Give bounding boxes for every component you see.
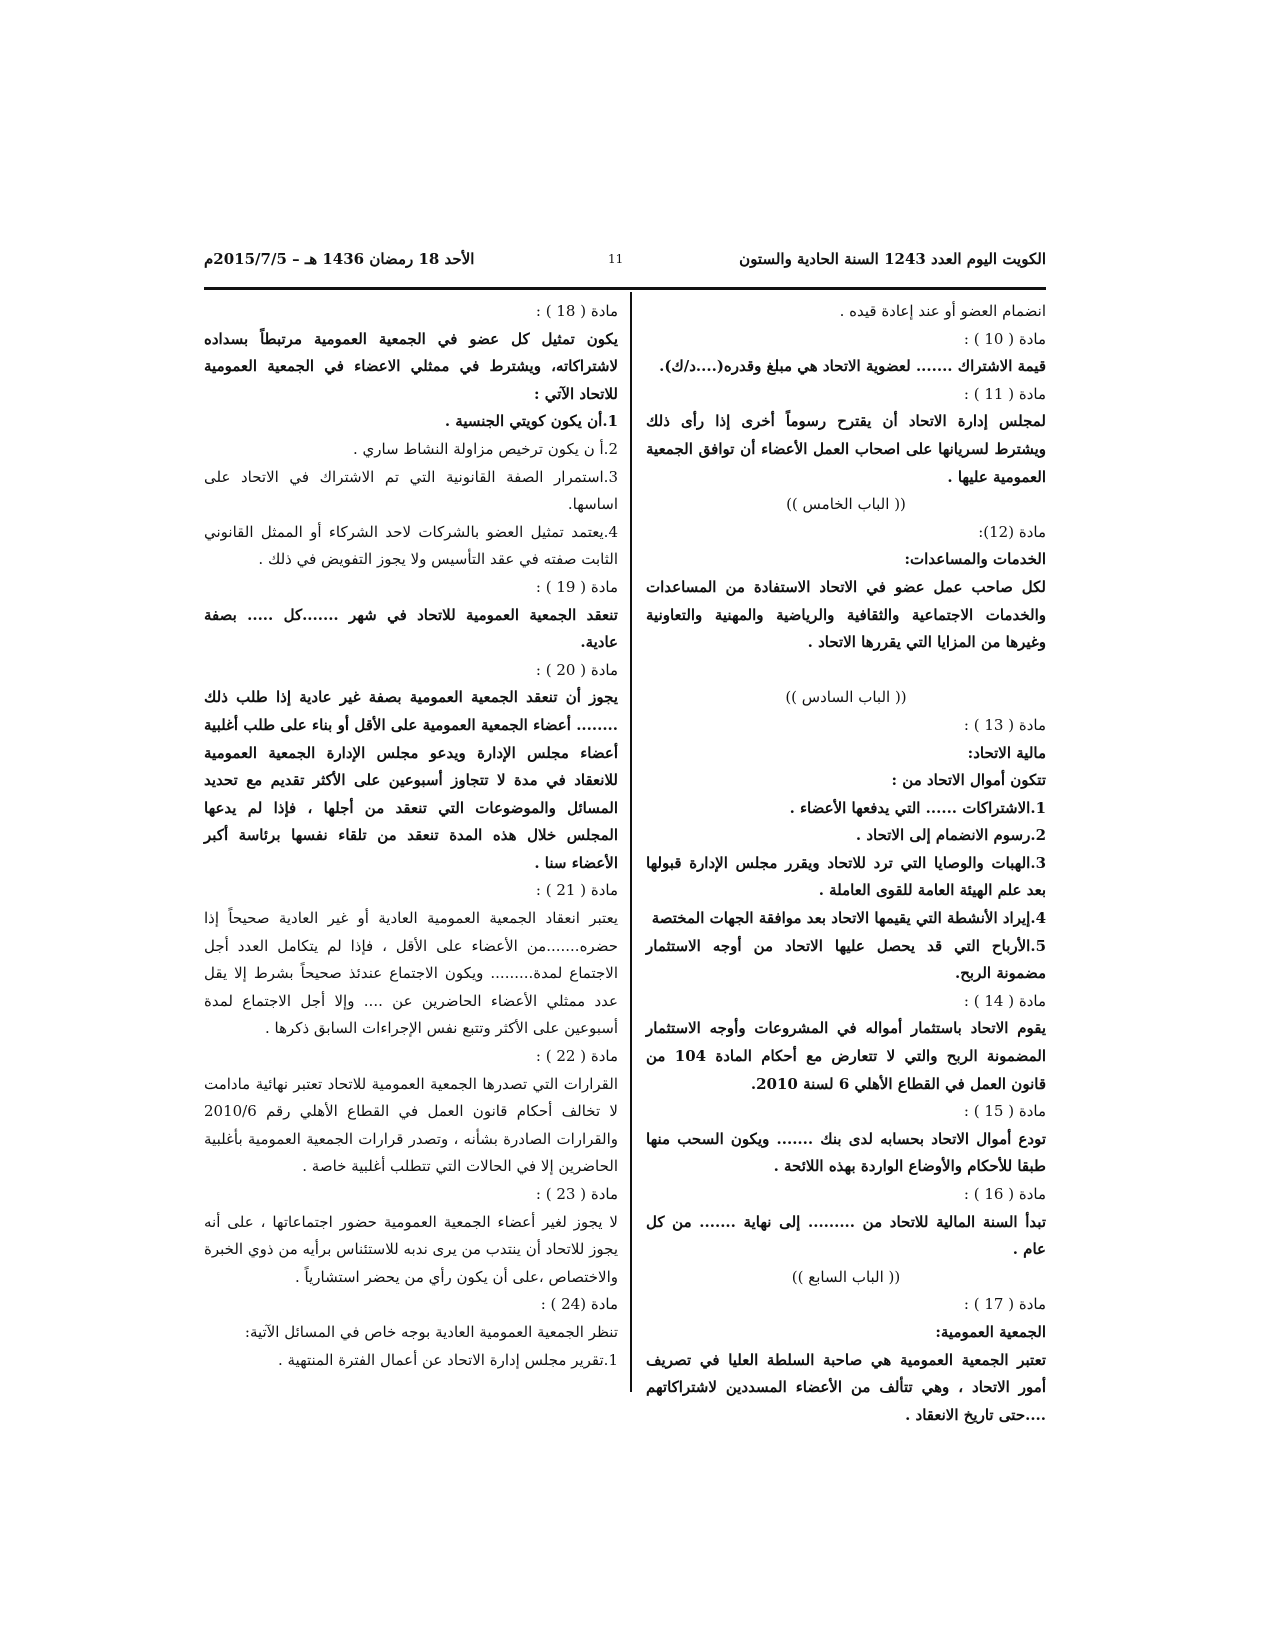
article-number: مادة ( 19 ) : (535, 577, 618, 596)
paragraph: 1.الاشتراكات ...... التي يدفعها الأعضاء . (789, 798, 1046, 817)
left-column (204, 298, 618, 1374)
article-number: مادة ( 16 ) : (963, 1185, 1046, 1203)
paragraph: مالية الاتحاد: (967, 743, 1046, 762)
page-number: 11 (608, 252, 624, 266)
paragraph: الخدمات والمساعدات: (904, 550, 1046, 569)
paragraph: تتكون أموال الاتحاد من : (891, 771, 1046, 790)
article-number: مادة ( 17 ) : (963, 1295, 1046, 1314)
paragraph: 3.الهبات والوصايا التي ترد للاتحاد ويقرر مجلس الإدارة قبولها بعد علم الهيئة العامة للقوى العاملة . (646, 853, 1046, 900)
article-number: مادة ( 11 ) : (963, 384, 1046, 403)
gazette-issue: الكويت اليوم العدد 1243 السنة الحادية والستون (739, 250, 1046, 268)
paragraph: 1.أن يكون كويتي الجنسية . (444, 412, 618, 431)
paragraph: لكل صاحب عمل عضو في الاتحاد الاستفادة من المساعدات والخدمات الاجتماعية والثقافية والرياضية والمهنية والتعاونية وغيرها من المزايا التي يقررها الاتحاد . (646, 577, 1046, 652)
right-column (646, 298, 1046, 1429)
chapter-heading: (( الباب السادس )) (785, 688, 907, 707)
article-number: مادة ( 22 ) : (535, 1047, 618, 1066)
article-number: مادة ( 14 ) : (963, 991, 1046, 1010)
paragraph: لا يجوز لغير أعضاء الجمعية العمومية حضور اجتماعاتها ، على أنه يجوز للاتحاد أن ينتدب من يرى ندبه للاستئناس برأيه من ذوي الخبرة والاختصاص ،على أن يكون رأي من يحضر استشارياً . (204, 1212, 618, 1286)
paragraph: يكون تمثيل كل عضو في الجمعية العمومية مرتبطاً بسداده لاشتراكاته، ويشترط في ممثلي الاعضاء في الجمعية العمومية للاتحاد الآتي : (204, 329, 618, 403)
paragraph: تنظر الجمعية العمومية العادية بوجه خاص في المسائل الآتية: (244, 1322, 618, 1341)
paragraph: 2.رسوم الانضمام إلى الاتحاد . (855, 826, 1046, 845)
paragraph: 4.يعتمد تمثيل العضو بالشركات لاحد الشركاء أو الممثل القانوني الثابت صفته في عقد التأسيس ولا يجوز التفويض في ذلك . (204, 522, 618, 569)
article-number: مادة ( 23 ) : (535, 1185, 618, 1203)
paragraph: تنعقد الجمعية العمومية للاتحاد في شهر .......كل ..... بصفة عادية. (204, 605, 618, 652)
header-rule (204, 287, 1046, 290)
paragraph: 5.الأرباح التي قد يحصل عليها الاتحاد من أوجه الاستثمار مضمونة الربح. (646, 936, 1046, 983)
paragraph: يقوم الاتحاد باستثمار أمواله في المشروعات وأوجه الاستثمار المضمونة الربح والتي لا تتعارض مع أحكام المادة 104 من قانون العمل في القطاع الأهلي 6 لسنة 2010. (646, 1019, 1046, 1093)
paragraph: الجمعية العمومية: (935, 1322, 1046, 1341)
issue-date: الأحد 18 رمضان 1436 هـ – 2015/7/5م (204, 250, 475, 268)
paragraph: تبدأ السنة المالية للاتحاد من ......... إلى نهاية ....... من كل عام . (646, 1212, 1046, 1259)
paragraph: تودع أموال الاتحاد بحسابه لدى بنك ....... ويكون السحب منها طبقا للأحكام والأوضاع الواردة بهذه اللائحة . (646, 1129, 1046, 1176)
article-number: مادة ( 20 ) : (535, 660, 618, 679)
page-header (204, 250, 1046, 276)
article-number: مادة ( 10 ) : (963, 329, 1046, 348)
paragraph: انضمام العضو أو عند إعادة قيده . (839, 302, 1046, 320)
article-number: مادة ( 21 ) : (535, 881, 618, 900)
paragraph: 1.تقرير مجلس إدارة الاتحاد عن أعمال الفترة المنتهية . (277, 1350, 618, 1369)
article-number: مادة (24 ) : (540, 1295, 618, 1314)
article-number: مادة ( 15 ) : (963, 1102, 1046, 1121)
column-divider (630, 292, 632, 1392)
paragraph: يجوز أن تنعقد الجمعية العمومية بصفة غير عادية إذا طلب ذلك ........ أعضاء الجمعية العمومية على الأقل أو بناء على طلب أغلبية أعضاء مجلس الإدارة ويدعو مجلس الإدارة الجمعية العمومية للانعقاد في مدة لا تتجاوز أسبوعين على الأكثر تقديم مع تحديد المسائل والموضوعات التي تنعقد من أجلها ، فإذا لم يدعها المجلس خلال هذه المدة تنعقد من تلقاء نفسها برئاسة أكبر الأعضاء سنا . (204, 688, 618, 872)
spacer (646, 657, 1046, 685)
paragraph: لمجلس إدارة الاتحاد أن يقترح رسوماً أخرى إذا رأى ذلك ويشترط لسريانها على اصحاب العمل الأعضاء أن توافق الجمعية العمومية عليها . (646, 412, 1046, 486)
paragraph: تعتبر الجمعية العمومية هي صاحبة السلطة العليا في تصريف أمور الاتحاد ، وهي تتألف من الأعضاء المسددين لاشتراكاتهم ....حتى تاريخ الانعقاد . (646, 1350, 1046, 1424)
article-number: مادة ( 13 ) : (963, 715, 1046, 734)
article-number: مادة ( 18 ) : (535, 302, 618, 320)
paragraph: 3.استمرار الصفة القانونية التي تم الاشتراك في الاتحاد على اساسها. (204, 467, 618, 514)
paragraph: 4.إيراد الأنشطة التي يقيمها الاتحاد بعد موافقة الجهات المختصة (651, 909, 1046, 928)
paragraph: يعتبر انعقاد الجمعية العمومية العادية أو غير العادية صحيحاً إذا حضره.......من الأعضاء على الأقل ، فإذا لم يتكامل العدد أجل الاجتماع لمدة......... ويكون الاجتماع عندئذ صحيحاً بشرط إلا يقل عدد ممثلي الأعضاء الحاضرين عن .... وإلا أجل الاجتماع لمدة أسبوعين على الأكثر وتتبع نفس الإجراءات السابق ذكرها . (204, 909, 618, 1038)
paragraph: القرارات التي تصدرها الجمعية العمومية للاتحاد تعتبر نهائية مادامت لا تخالف أحكام قانون العمل في القطاع الأهلي رقم 2010/6 والقرارات الصادرة بشأنه ، وتصدر قرارات الجمعية العمومية بأغلبية الحاضرين إلا في الحالات التي تتطلب أغلبية خاصة . (204, 1074, 618, 1176)
paragraph: 2.أ ن يكون ترخيص مزاولة النشاط ساري . (352, 439, 618, 458)
article-number: مادة (12): (978, 522, 1046, 541)
chapter-heading: (( الباب الخامس )) (786, 495, 906, 514)
paragraph: قيمة الاشتراك ....... لعضوية الاتحاد هي مبلغ وقدره(....د/ك). (659, 357, 1046, 376)
chapter-heading: (( الباب السابع )) (791, 1267, 901, 1286)
